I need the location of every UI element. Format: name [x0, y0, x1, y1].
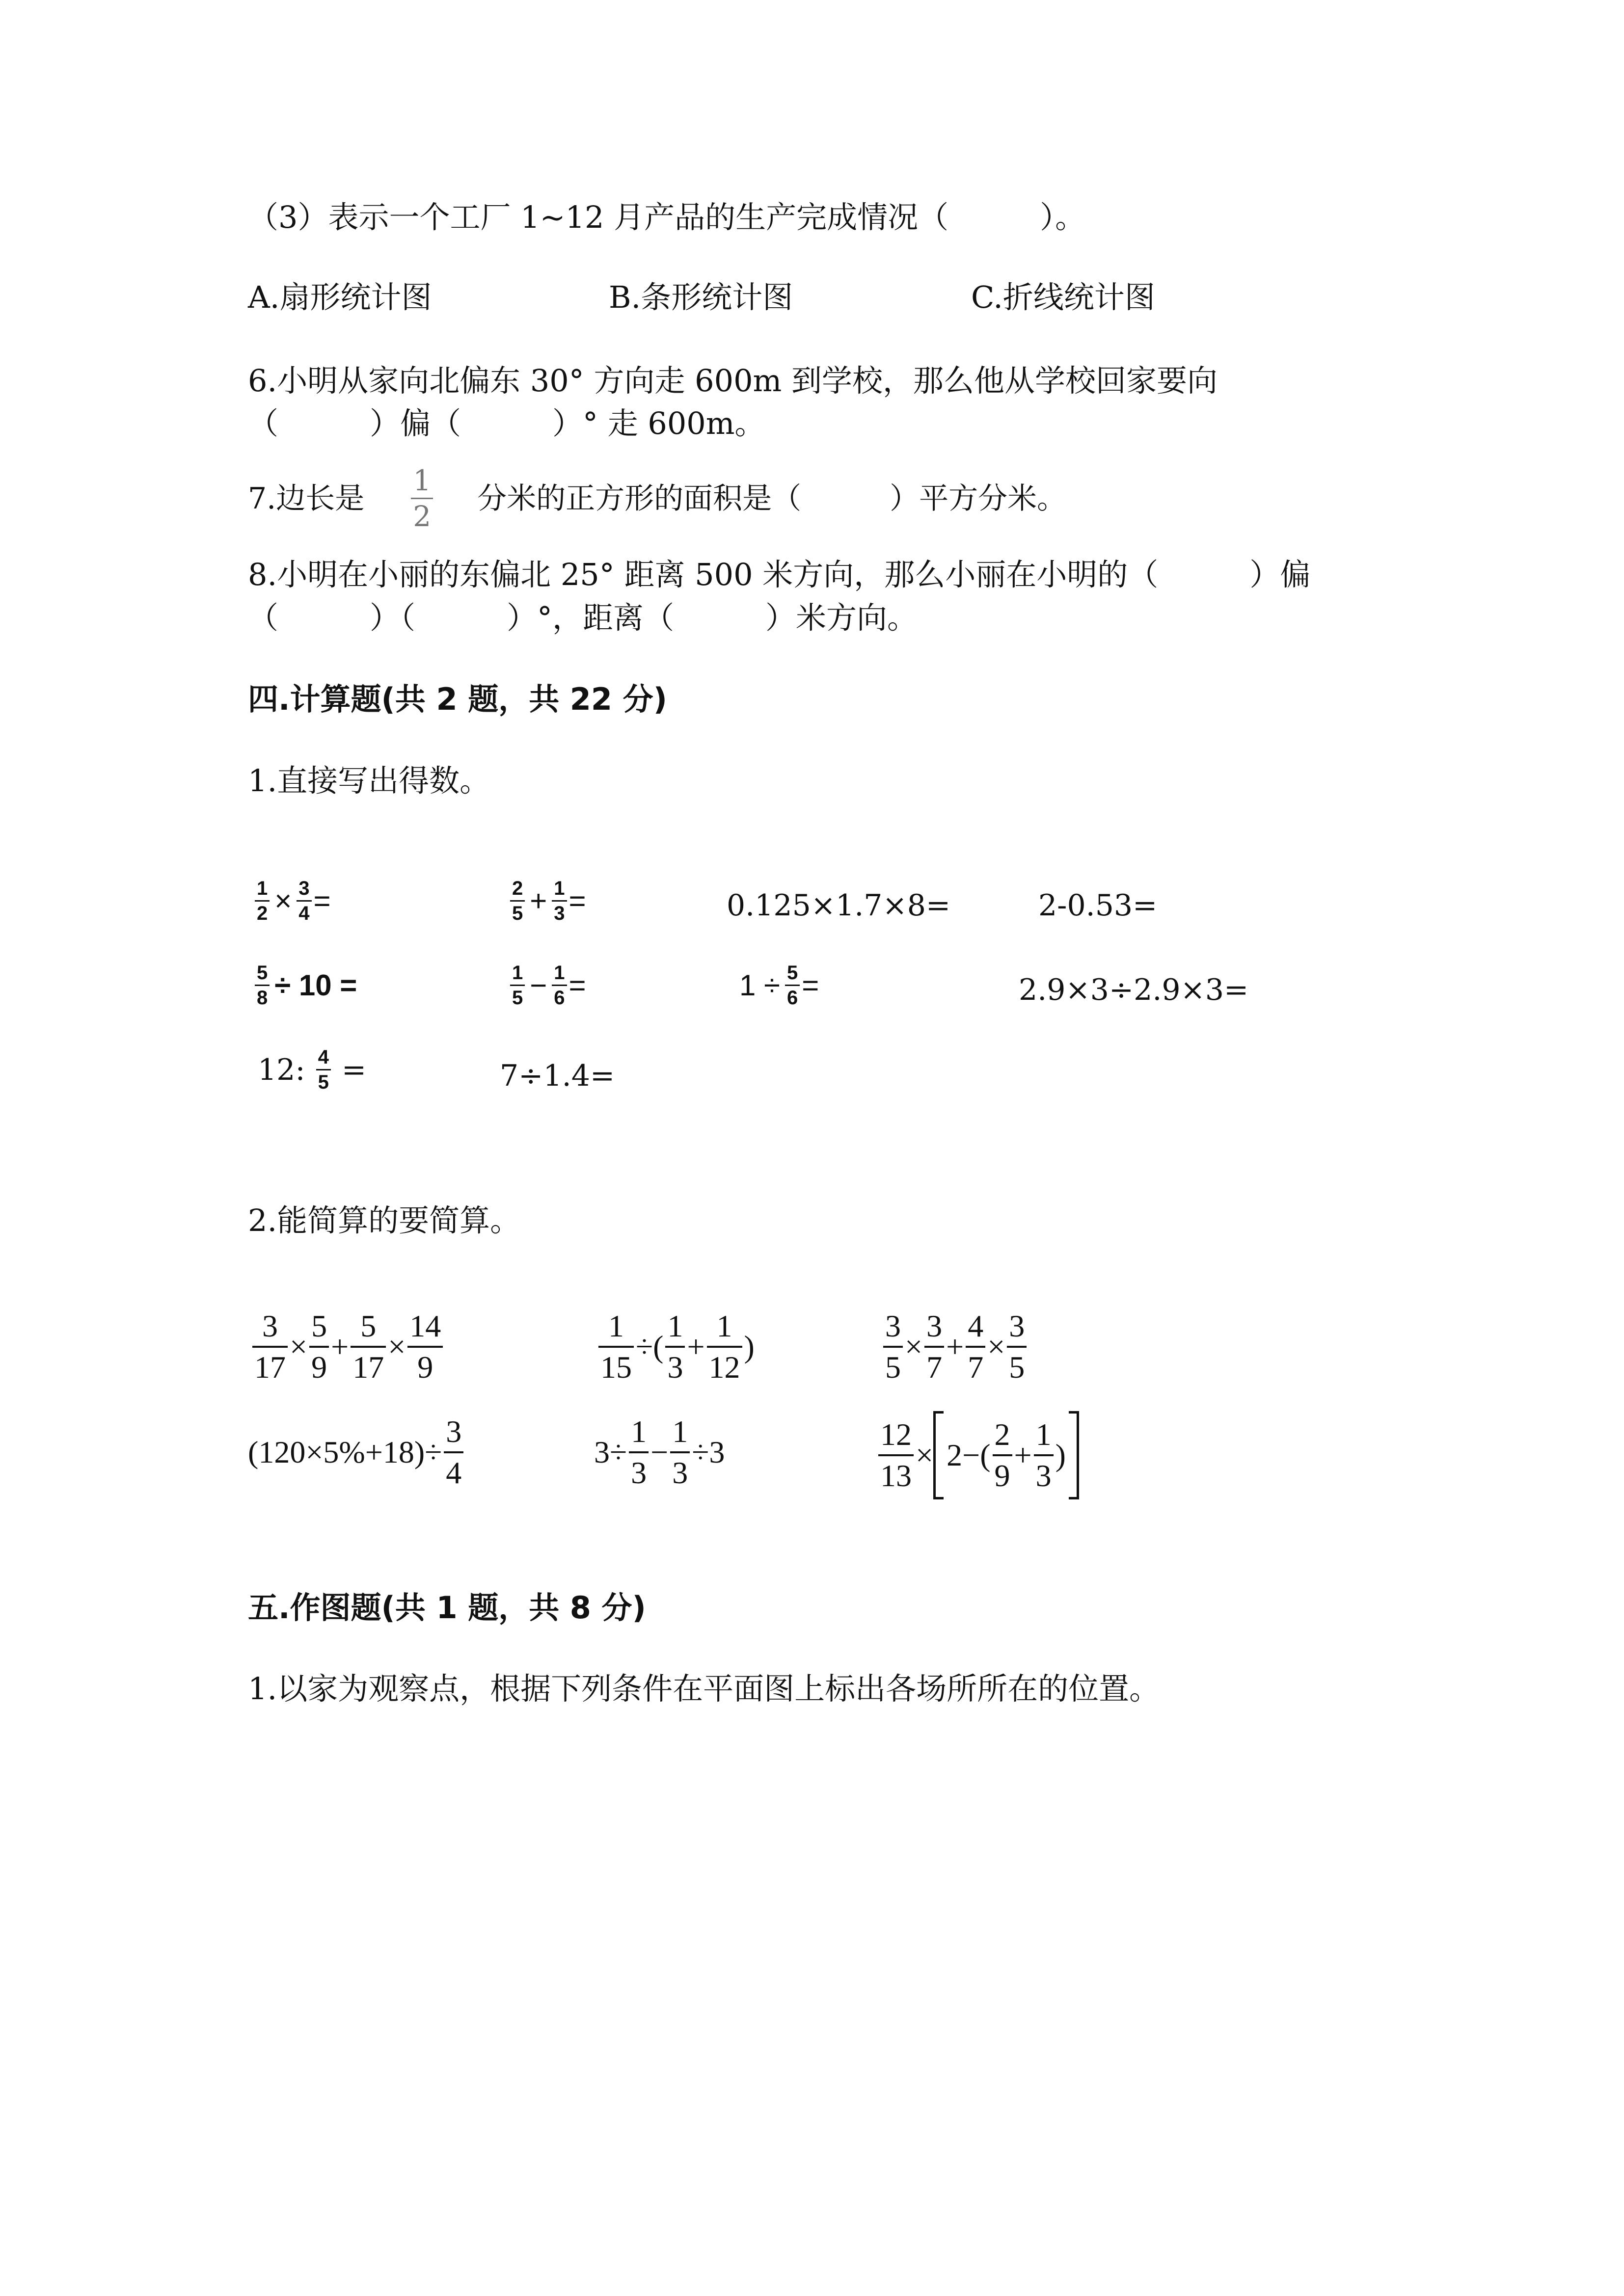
expression-prefix: 3÷ [594, 1435, 627, 1469]
fraction [510, 879, 525, 923]
numerator: 1 [608, 1308, 624, 1343]
close-paren: ) [744, 1329, 755, 1364]
operator: + [331, 1329, 349, 1364]
section-5-q1: 1.以家为观察点，根据下列条件在平面图上标出各场所所在的位置。 [248, 1671, 1160, 1707]
expr-b [508, 879, 586, 923]
operator: + [1014, 1438, 1032, 1472]
numerator: 4 [968, 1308, 984, 1343]
section-5-heading: 五.作图题(共 1 题，共 8 分) [248, 1590, 646, 1626]
expr-q2-4 [248, 1416, 465, 1489]
denominator: 17 [254, 1350, 286, 1385]
fraction [1034, 1419, 1054, 1492]
expr-q2-5 [594, 1416, 725, 1489]
denominator: 2 [257, 903, 268, 924]
fraction-bar [1034, 1454, 1054, 1456]
fraction-bar [255, 985, 270, 986]
expr-h: 2.9×3÷2.9×3= [1019, 973, 1249, 1007]
denominator: 3 [667, 1350, 683, 1385]
operator: × [274, 884, 292, 917]
operator: + [946, 1329, 964, 1364]
numerator: 12 [880, 1417, 912, 1452]
numerator: 2 [512, 878, 523, 899]
denominator: 6 [554, 987, 565, 1009]
fraction-bar [297, 900, 311, 902]
denominator: 5 [885, 1350, 901, 1385]
fraction-bar [510, 985, 525, 986]
fraction [629, 1416, 649, 1489]
fraction [966, 1310, 985, 1383]
option-c: C.折线统计图 [971, 279, 1155, 315]
operator: × [290, 1329, 308, 1364]
fraction-bar [670, 1451, 690, 1453]
operator: + [687, 1329, 705, 1364]
fraction [665, 1310, 685, 1383]
fraction-bar [993, 1454, 1012, 1456]
fraction [407, 1310, 443, 1383]
fraction-bar [255, 900, 270, 902]
fraction [670, 1416, 690, 1489]
expr-e [253, 963, 360, 1008]
expression-prefix: 1 ÷ [739, 968, 780, 1002]
fraction-bar [309, 1346, 329, 1348]
expression-suffix: ÷3 [692, 1435, 725, 1469]
numerator: 3 [446, 1414, 462, 1449]
question-7-prefix: 7.边长是 [248, 481, 365, 516]
option-a: A.扇形统计图 [248, 279, 432, 315]
fraction-bar [966, 1346, 985, 1348]
side-length-fraction [411, 466, 433, 531]
equals: = [341, 1052, 367, 1087]
denominator: 9 [994, 1458, 1010, 1493]
denominator: 5 [512, 987, 523, 1009]
expr-q2-6 [876, 1411, 1079, 1499]
right-square-bracket [1069, 1411, 1079, 1499]
fraction-bar [598, 1346, 634, 1348]
numerator: 1 [554, 878, 565, 899]
fraction [552, 963, 567, 1008]
operator: × [905, 1329, 923, 1364]
operator: × [916, 1438, 934, 1472]
denominator: 5 [512, 903, 523, 924]
operator: × [987, 1329, 1005, 1364]
numerator: 1 [667, 1308, 683, 1343]
numerator: 5 [311, 1308, 327, 1343]
denominator: 7 [926, 1350, 943, 1385]
denominator: 3 [631, 1455, 647, 1490]
fraction [552, 879, 567, 923]
fraction-bar [411, 498, 433, 499]
fraction-denominator: 2 [413, 500, 432, 533]
left-square-bracket [933, 1411, 944, 1499]
fraction-bar [316, 1069, 331, 1070]
expr-q2-3 [881, 1310, 1029, 1383]
fraction-bar [878, 1454, 914, 1456]
expression-prefix: 12: [258, 1052, 305, 1087]
denominator: 17 [352, 1350, 384, 1385]
fraction-numerator: 1 [413, 464, 432, 497]
expr-i [258, 1047, 366, 1092]
operator: − [650, 1435, 669, 1469]
denominator: 9 [417, 1350, 433, 1385]
fraction [316, 1047, 331, 1092]
denominator: 4 [446, 1455, 462, 1490]
equals: = [313, 884, 331, 917]
fraction-bar [707, 1346, 742, 1348]
denominator: 6 [786, 987, 798, 1009]
fraction-bar [407, 1346, 443, 1348]
operator: × [388, 1329, 406, 1364]
numerator: 1 [672, 1414, 688, 1449]
expr-j: 7÷1.4= [500, 1059, 615, 1093]
expression-part: 2−( [947, 1438, 991, 1472]
fraction-bar [1007, 1346, 1027, 1348]
numerator: 1 [716, 1308, 732, 1343]
expr-q2-1 [250, 1310, 445, 1383]
expr-g [736, 963, 819, 1008]
expression-prefix: (120×5%+18)÷ [248, 1435, 442, 1469]
section-4-q2-title: 2.能简算的要简算。 [248, 1202, 521, 1238]
expression-rest: ÷ 10 = [274, 968, 357, 1002]
expr-a [253, 879, 331, 923]
fraction-bar [665, 1346, 685, 1348]
fraction [309, 1310, 329, 1383]
numerator: 1 [512, 962, 523, 984]
fraction [598, 1310, 634, 1383]
fraction [252, 1310, 288, 1383]
numerator: 3 [926, 1308, 943, 1343]
numerator: 4 [318, 1046, 329, 1068]
denominator: 5 [1009, 1350, 1025, 1385]
denominator: 7 [968, 1350, 984, 1385]
fraction-bar [552, 900, 567, 902]
numerator: 3 [1009, 1308, 1025, 1343]
question-7 [248, 466, 1066, 531]
fraction-bar [629, 1451, 649, 1453]
numerator: 2 [994, 1417, 1010, 1452]
operator: ÷( [636, 1329, 664, 1364]
expr-q2-2 [596, 1310, 755, 1383]
question-5-3-text: （3）表示一个工厂 1~12 月产品的生产完成情况（ ）。 [248, 199, 1086, 235]
question-6-line1: 6.小明从家向北偏东 30° 方向走 600m 到学校，那么他从学校回家要向 [248, 363, 1218, 399]
denominator: 9 [311, 1350, 327, 1385]
question-8-line1: 8.小明在小丽的东偏北 25° 距离 500 米方向，那么小丽在小明的（ ）偏 [248, 557, 1311, 592]
fraction-bar [552, 985, 567, 986]
equals: = [568, 884, 586, 917]
fraction [878, 1419, 914, 1492]
fraction [993, 1419, 1012, 1492]
denominator: 5 [318, 1071, 329, 1093]
denominator: 15 [600, 1350, 632, 1385]
denominator: 3 [672, 1455, 688, 1490]
numerator: 3 [262, 1308, 278, 1343]
fraction [297, 879, 311, 923]
numerator: 1 [257, 878, 268, 899]
numerator: 1 [554, 962, 565, 984]
fraction-bar [444, 1451, 463, 1453]
expr-d: 2-0.53= [1038, 888, 1158, 923]
fraction [785, 963, 800, 1008]
fraction-bar [510, 900, 525, 902]
numerator: 3 [298, 878, 310, 899]
denominator: 8 [257, 987, 268, 1009]
question-8-line2: （ ）（ ）°，距离（ ）米方向。 [248, 600, 918, 636]
fraction [924, 1310, 944, 1383]
numerator: 1 [631, 1414, 647, 1449]
operator: + [530, 884, 547, 917]
denominator: 4 [298, 903, 310, 924]
section-4-heading: 四.计算题(共 2 题，共 22 分) [248, 681, 667, 717]
numerator: 5 [257, 962, 268, 984]
close-paren: ) [1055, 1438, 1066, 1472]
option-b: B.条形统计图 [609, 279, 793, 315]
equals: = [568, 968, 586, 1002]
numerator: 3 [885, 1308, 901, 1343]
fraction [510, 963, 525, 1008]
numerator: 1 [1035, 1417, 1052, 1452]
numerator: 5 [786, 962, 798, 984]
fraction-bar [351, 1346, 386, 1348]
fraction-bar [924, 1346, 944, 1348]
fraction [255, 879, 270, 923]
section-4-q1-title: 1.直接写出得数。 [248, 763, 490, 799]
fraction [444, 1416, 463, 1489]
equals: = [802, 968, 819, 1002]
operator: − [530, 968, 547, 1002]
denominator: 13 [880, 1458, 912, 1493]
denominator: 12 [708, 1350, 740, 1385]
question-7-suffix: 分米的正方形的面积是（ ）平方分米。 [477, 481, 1067, 516]
fraction-bar [883, 1346, 903, 1348]
numerator: 5 [360, 1308, 377, 1343]
denominator: 3 [554, 903, 565, 924]
fraction-bar [252, 1346, 288, 1348]
fraction [707, 1310, 742, 1383]
fraction [883, 1310, 903, 1383]
question-6-line2: （ ）偏（ ）° 走 600m。 [248, 405, 765, 441]
numerator: 14 [409, 1308, 441, 1343]
fraction [351, 1310, 386, 1383]
expr-c: 0.125×1.7×8= [727, 888, 951, 923]
fraction [1007, 1310, 1027, 1383]
fraction [255, 963, 270, 1008]
expr-f [508, 963, 586, 1008]
denominator: 3 [1035, 1458, 1052, 1493]
fraction-bar [785, 985, 800, 986]
